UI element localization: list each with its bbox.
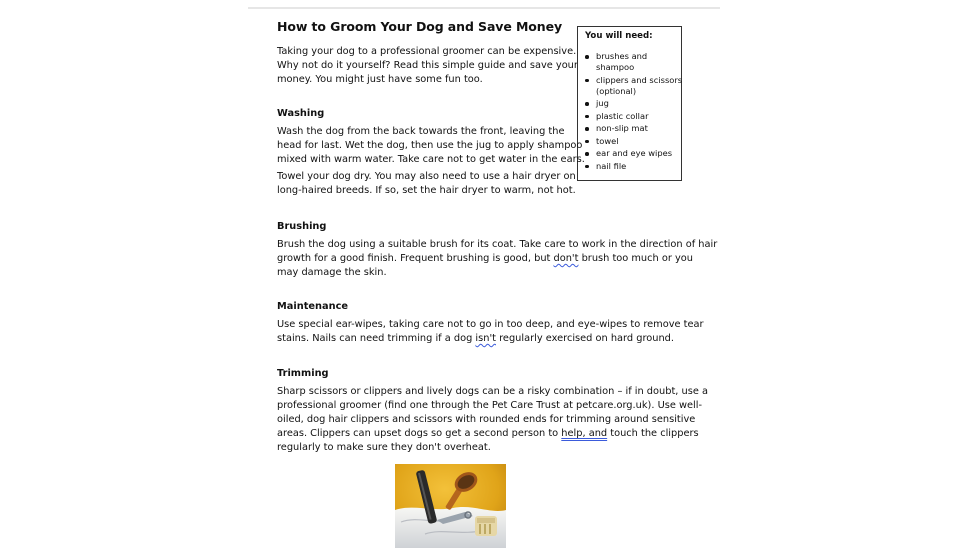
trimming-paragraph <box>277 385 708 455</box>
text-run: brush too much or you <box>578 253 693 264</box>
list-item-text: non-slip mat <box>596 123 648 133</box>
you-will-need-box <box>577 26 682 181</box>
section-heading-brushing: Brushing <box>277 221 327 232</box>
list-item <box>596 148 682 159</box>
section-heading-maintenance: Maintenance <box>277 301 349 312</box>
paragraph-line: Towel your dog dry. You may also need to use a hair dryer on <box>277 171 576 182</box>
you-will-need-title: You will need: <box>585 31 653 41</box>
paragraph-line: oiled, dog hair clippers and scissors with rounded ends for trimming around sensitive <box>277 414 696 425</box>
text-run: areas. Clippers can upset dogs so get a second person to <box>277 428 562 439</box>
paragraph-line: Sharp scissors or clippers and lively dogs can be a risky combination – if in doubt, use a <box>277 386 708 397</box>
paragraph-line: long-haired breeds. If so, set the hair dryer to warm, not hot. <box>277 185 576 196</box>
you-will-need-list <box>596 51 682 173</box>
paragraph-line: head for last. Wet the dog, then use the jug to apply shampoo <box>277 140 583 151</box>
list-item-text: clippers and scissors <box>596 74 683 85</box>
list-item-text: (optional) <box>596 85 637 96</box>
grammar-flagged-phrase[interactable]: help, and <box>561 428 608 439</box>
paragraph-line: professional groomer (find one through the Pet Care Trust at petcare.org.uk). Use well- <box>277 400 703 411</box>
text-run: regularly exercised on hard ground. <box>495 333 675 344</box>
list-item <box>596 161 682 172</box>
intro-line: Why not do it yourself? Read this simple guide and save your <box>277 60 578 71</box>
paragraph-line: Brush the dog using a suitable brush for its coat. Take care to work in the direction of hair <box>277 239 718 250</box>
text-run: growth for a good finish. Frequent brushing is good, but <box>277 253 554 264</box>
intro-line: Taking your dog to a professional groomer can be expensive. <box>277 46 577 57</box>
section-heading-washing: Washing <box>277 108 325 119</box>
list-item <box>596 123 682 134</box>
spelling-flagged-word[interactable]: isn't <box>475 333 496 344</box>
list-item-text: nail file <box>596 160 627 171</box>
grooming-tools-photo <box>395 464 506 548</box>
paragraph-line: Wash the dog from the back towards the front, leaving the <box>277 126 565 137</box>
list-item-text: towel <box>596 135 619 146</box>
washing-paragraph-2 <box>277 170 576 198</box>
list-item-text: brushes and <box>596 51 648 61</box>
paragraph-line <box>277 332 704 346</box>
text-run: touch the clippers <box>607 428 699 439</box>
spelling-flagged-word[interactable]: don't <box>553 253 579 264</box>
list-item <box>596 98 682 109</box>
list-item-text: shampoo <box>596 62 635 72</box>
paragraph-line: Use special ear-wipes, taking care not to go in too deep, and eye-wipes to remove tear <box>277 319 704 330</box>
paragraph-line: may damage the skin. <box>277 267 387 278</box>
document-title: How to Groom Your Dog and Save Money <box>277 19 563 34</box>
list-item <box>596 51 682 73</box>
paragraph-line <box>277 427 708 441</box>
page-top-edge <box>248 7 720 9</box>
paragraph-line: mixed with warm water. Take care not to get water in the ears. <box>277 154 585 165</box>
list-item <box>596 75 682 97</box>
maintenance-paragraph <box>277 318 704 346</box>
paragraph-line: regularly to make sure they don't overheat. <box>277 442 491 453</box>
text-run: stains. Nails can need trimming if a dog <box>277 333 476 344</box>
washing-paragraph-1 <box>277 125 585 167</box>
list-item <box>596 111 682 122</box>
list-item <box>596 136 682 147</box>
list-item-text: plastic collar <box>596 110 649 121</box>
brushing-paragraph <box>277 238 717 280</box>
section-heading-trimming: Trimming <box>277 368 329 379</box>
intro-paragraph <box>277 45 578 87</box>
intro-line: money. You might just have some fun too. <box>277 74 483 85</box>
grooming-tools-image <box>395 464 506 548</box>
list-item-text: ear and eye wipes <box>596 148 673 158</box>
paragraph-line <box>277 252 717 266</box>
list-item-text: jug <box>596 98 609 108</box>
